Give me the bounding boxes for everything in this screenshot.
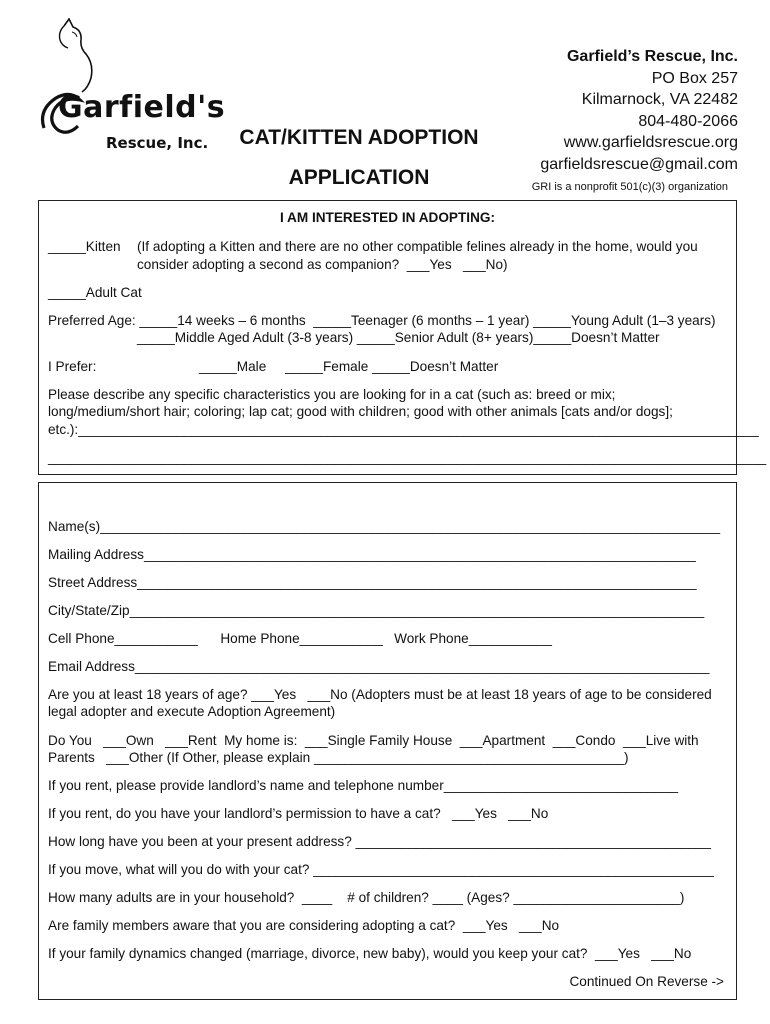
- preferred-age-line2[interactable]: _____Middle Aged Adult (3-8 years) _____Senior Adult (8+ years)_____Doesn’t Matter: [137, 330, 660, 345]
- preferred-age-line1[interactable]: Preferred Age: _____14 weeks – 6 months _____Teenager (6 months – 1 year) _____Young Adult (1–3 years): [48, 313, 716, 328]
- describe-line3[interactable]: etc.):__________________________________________________________________________________________: [48, 422, 759, 437]
- move-plan-field[interactable]: If you move, what will you do with your cat? _____________________________________________________: [48, 862, 714, 877]
- describe-line1: Please describe any specific characteristics you are looking for in a cat (such as: breed or mix;: [48, 387, 616, 402]
- adult-cat-option[interactable]: _____Adult Cat: [48, 285, 142, 300]
- email-field[interactable]: Email Address____________________________________________________________________________: [48, 659, 710, 674]
- adoption-interest-section: [38, 200, 767, 475]
- prefer-label: I Prefer:: [48, 359, 97, 374]
- org-email: garfieldsrescue@gmail.com: [540, 155, 738, 173]
- kitten-option[interactable]: _____Kitten: [48, 239, 121, 254]
- org-contact: [532, 46, 738, 199]
- how-long-field[interactable]: How long have you been at your present address? _______________________________________________: [48, 834, 711, 849]
- form-title-line2: APPLICATION: [288, 166, 430, 189]
- landlord-permission-field[interactable]: If you rent, do you have your landlord’s permission to have a cat? ___Yes ___No: [48, 806, 549, 821]
- org-website: www.garfieldsrescue.org: [563, 134, 738, 151]
- mailing-address-field[interactable]: Mailing Address_________________________________________________________________________: [48, 547, 696, 562]
- section-heading: I AM INTERESTED IN ADOPTING:: [280, 210, 495, 225]
- names-field[interactable]: Name(s)__________________________________________________________________________________: [48, 519, 721, 534]
- org-name: Garfield’s Rescue, Inc.: [566, 48, 738, 65]
- street-address-field[interactable]: Street Address__________________________________________________________________________: [48, 575, 697, 590]
- family-dynamics-field[interactable]: If your family dynamics changed (marriage, divorce, new baby), would you keep your cat? ___Yes ___No: [48, 946, 692, 961]
- org-city: Kilmarnock, VA 22482: [581, 91, 738, 108]
- prefer-options[interactable]: _____Male _____Female _____Doesn’t Matter: [199, 359, 499, 374]
- describe-line2: long/medium/short hair; coloring; lap cat; good with children; good with other animals [cats and/or dogs];: [48, 404, 673, 419]
- continued-note: Continued On Reverse ->: [569, 974, 724, 989]
- logo-wordmark: Garfield's: [58, 90, 226, 125]
- logo-subtitle: Rescue, Inc.: [106, 134, 209, 152]
- describe-line4[interactable]: _______________________________________________________________________________________________: [48, 450, 767, 465]
- org-phone: 804-480-2066: [638, 112, 738, 130]
- home-type-line1[interactable]: Do You ___Own ___Rent My home is: ___Single Family House ___Apartment ___Condo ___Live with: [48, 733, 699, 748]
- landlord-info-field[interactable]: If you rent, please provide landlord’s name and telephone number_______________________________: [48, 778, 679, 793]
- applicant-info-section: [38, 482, 737, 1000]
- household-field[interactable]: How many adults are in your household? ____ # of children? ____ (Ages? ______________________): [48, 890, 685, 905]
- form-title-line1: CAT/KITTEN ADOPTION: [239, 126, 479, 149]
- age-question-line1[interactable]: Are you at least 18 years of age? ___Yes ___No (Adopters must be at least 18 years of age to be considered: [48, 687, 712, 702]
- kitten-note-1: (If adopting a Kitten and there are no other compatible felines already in the home, would you: [137, 239, 698, 254]
- org-nonprofit: GRI is a nonprofit 501(c)(3) organization: [531, 181, 728, 193]
- form-title: [232, 118, 486, 198]
- kitten-note-2[interactable]: consider adopting a second as companion? ___Yes ___No): [137, 257, 508, 272]
- garfields-logo: [36, 18, 226, 168]
- phone-fields[interactable]: Cell Phone___________ Home Phone___________ Work Phone___________: [48, 631, 552, 646]
- city-state-zip-field[interactable]: City/State/Zip____________________________________________________________________________: [48, 603, 705, 618]
- home-type-line2[interactable]: Parents ___Other (If Other, please explain _________________________________________): [48, 750, 629, 765]
- family-aware-field[interactable]: Are family members aware that you are considering adopting a cat? ___Yes ___No: [48, 918, 560, 933]
- age-question-line2: legal adopter and execute Adoption Agreement): [48, 704, 336, 719]
- org-po-box: PO Box 257: [651, 69, 738, 87]
